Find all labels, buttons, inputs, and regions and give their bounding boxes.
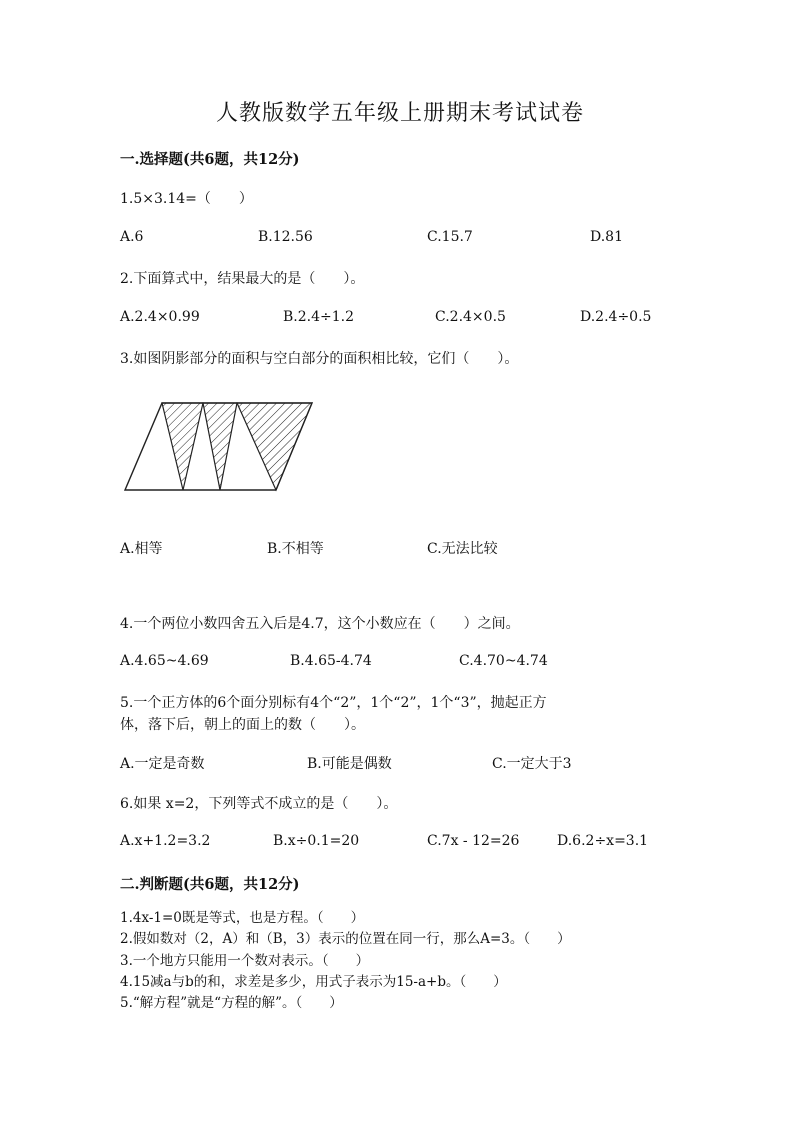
judgement-item-3: 3.一个地方只能用一个数对表示。（ ）: [120, 953, 370, 969]
question-1-option-a[interactable]: A.6: [120, 229, 144, 245]
question-4-stem: 4.一个两位小数四舍五入后是4.7，这个小数应在（ ）之间。: [120, 616, 520, 632]
question-3-option-a[interactable]: A.相等: [120, 541, 163, 557]
section-heading-judgement: 二.判断题(共6题，共12分): [120, 876, 300, 893]
question-6-option-a[interactable]: A.x+1.2=3.2: [120, 833, 211, 849]
question-3-stem: 3.如图阴影部分的面积与空白部分的面积相比较，它们（ ）。: [120, 351, 519, 367]
question-5-option-c[interactable]: C.一定大于3: [492, 756, 572, 772]
question-2-option-d[interactable]: D.2.4÷0.5: [580, 309, 652, 325]
question-2-option-c[interactable]: C.2.4×0.5: [435, 309, 506, 325]
judgement-item-1: 1.4x-1=0既是等式，也是方程。（ ）: [120, 910, 365, 926]
question-4-option-a[interactable]: A.4.65~4.69: [120, 653, 209, 669]
question-6-option-c[interactable]: C.7x - 12=26: [427, 833, 520, 849]
shaded-triangle-1: [162, 403, 203, 490]
judgement-item-4: 4.15减a与b的和，求差是多少，用式子表示为15-a+b。（ ）: [120, 974, 507, 990]
page-title: 人教版数学五年级上册期末考试试卷: [215, 101, 584, 126]
question-6-stem: 6.如果 x=2，下列等式不成立的是（ ）。: [120, 796, 398, 812]
question-5-option-a[interactable]: A.一定是奇数: [120, 756, 205, 772]
question-6-option-d[interactable]: D.6.2÷x=3.1: [557, 833, 649, 849]
question-2-option-a[interactable]: A.2.4×0.99: [120, 309, 200, 325]
question-2-option-b[interactable]: B.2.4÷1.2: [283, 309, 354, 325]
parallelogram-figure: [120, 398, 320, 496]
question-1-option-d[interactable]: D.81: [590, 229, 623, 245]
question-1-stem: 1.5×3.14=（ ）: [120, 191, 253, 207]
judgement-item-2: 2.假如数对（2，A）和（B，3）表示的位置在同一行，那么A=3。（ ）: [120, 931, 571, 947]
question-5-stem-line2: 体，落下后，朝上的面上的数（ ）。: [120, 717, 365, 733]
question-1-option-b[interactable]: B.12.56: [258, 229, 313, 245]
section-heading-choice: 一.选择题(共6题，共12分): [120, 151, 300, 168]
shaded-triangle-3: [237, 403, 312, 490]
judgement-item-5: 5.“解方程”就是“方程的解”。（ ）: [120, 995, 343, 1011]
shaded-triangle-2: [203, 403, 237, 490]
question-6-option-b[interactable]: B.x÷0.1=20: [273, 833, 360, 849]
question-1-option-c[interactable]: C.15.7: [427, 229, 473, 245]
question-5-stem-line1: 5.一个正方体的6个面分别标有4个“2”，1个“2”，1个“3”，抛起正方: [120, 695, 547, 711]
question-5-option-b[interactable]: B.可能是偶数: [307, 756, 392, 772]
question-4-option-b[interactable]: B.4.65-4.74: [290, 653, 372, 669]
question-3-option-b[interactable]: B.不相等: [267, 541, 324, 557]
question-2-stem: 2.下面算式中，结果最大的是（ ）。: [120, 271, 365, 287]
question-3-option-c[interactable]: C.无法比较: [427, 541, 498, 557]
question-4-option-c[interactable]: C.4.70~4.74: [459, 653, 548, 669]
